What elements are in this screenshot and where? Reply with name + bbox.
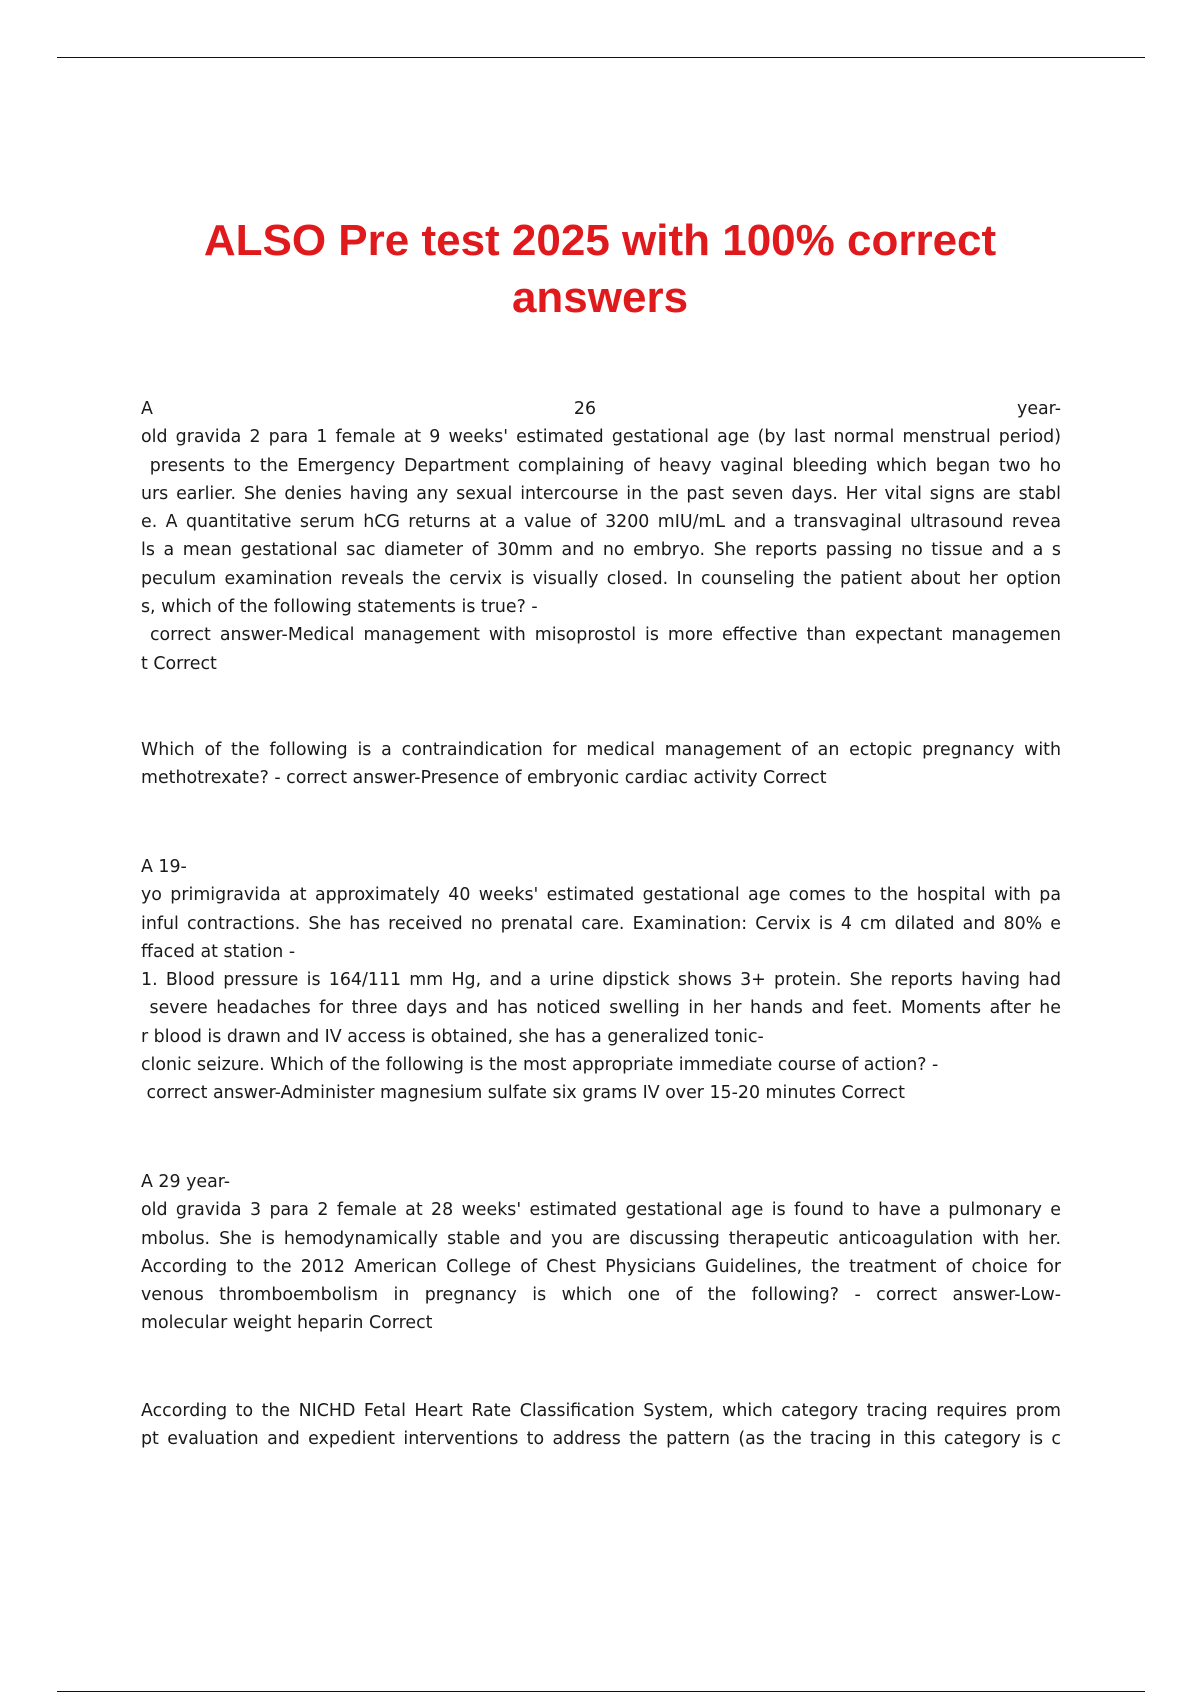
qa-block-4 (141, 1168, 1061, 1338)
qa-line: correct answer-Medical management with misoprostol is more effective than expectant managemen (141, 625, 1061, 646)
bottom-rule (57, 1691, 1145, 1692)
title-line-2: answers (511, 273, 689, 322)
qa-line: old gravida 3 para 2 female at 28 weeks' estimated gestational age is found to have a pulmonary e (141, 1200, 1061, 1221)
qa-line: According to the NICHD Fetal Heart Rate Classification System, which category tracing requires prom (141, 1401, 1061, 1421)
qa-line: r blood is drawn and IV access is obtained, she has a generalized tonic- (141, 1026, 764, 1047)
title-line-1: ALSO Pre test 2025 with 100% correct (203, 216, 997, 265)
qa-block-3 (141, 853, 1061, 1108)
qa-line: inful contractions. She has received no prenatal care. Examination: Cervix is 4 cm dilated and 80% e (141, 913, 1061, 934)
top-rule (57, 57, 1145, 58)
qa-line: old gravida 2 para 1 female at 9 weeks' estimated gestational age (by last normal menstrual period) (141, 427, 1061, 448)
qa-line: peculum examination reveals the cervix is visually closed. In counseling the patient about her option (141, 568, 1061, 589)
qa-line: ffaced at station - (141, 941, 296, 962)
qa-line: e. A quantitative serum hCG returns at a value of 3200 mIU/mL and a transvaginal ultrasound revea (141, 512, 1061, 533)
qa-line: ls a mean gestational sac diameter of 30mm and no embryo. She reports passing no tissue and a s (141, 540, 1061, 561)
qa-line: molecular weight heparin Correct (141, 1313, 433, 1334)
qa-block-5 (141, 1397, 1061, 1454)
qa-line: A 26 year- (141, 399, 1061, 419)
qa-line: severe headaches for three days and has noticed swelling in her hands and feet. Moments after he (141, 998, 1061, 1019)
qa-line: correct answer-Administer magnesium sulfate six grams IV over 15-20 minutes Correct (141, 1083, 905, 1104)
qa-line: 1. Blood pressure is 164/111 mm Hg, and a urine dipstick shows 3+ protein. She reports having had (141, 970, 1061, 991)
qa-block-1 (141, 395, 1061, 678)
qa-line: s, which of the following statements is true? - (141, 597, 538, 618)
qa-line: mbolus. She is hemodynamically stable and you are discussing therapeutic anticoagulation with her. (141, 1228, 1061, 1249)
qa-line: clonic seizure. Which of the following is the most appropriate immediate course of action? - (141, 1055, 939, 1076)
qa-line: t Correct (141, 653, 217, 674)
qa-line: A 19- (141, 857, 187, 877)
document-title (150, 212, 1050, 326)
qa-line: yo primigravida at approximately 40 weeks' estimated gestational age comes to the hospital with pa (141, 885, 1061, 906)
qa-line: venous thromboembolism in pregnancy is which one of the following? - correct answer-Low- (141, 1285, 1061, 1306)
qa-line: urs earlier. She denies having any sexual intercourse in the past seven days. Her vital signs are stabl (141, 483, 1061, 504)
qa-line: methotrexate? - correct answer-Presence of embryonic cardiac activity Correct (141, 768, 827, 789)
qa-block-2 (141, 736, 1061, 793)
qa-line: presents to the Emergency Department complaining of heavy vaginal bleeding which began two ho (141, 455, 1061, 476)
qa-line: Which of the following is a contraindication for medical management of an ectopic pregnancy with (141, 740, 1061, 760)
qa-line: pt evaluation and expedient interventions to address the pattern (as the tracing in this category is c (141, 1429, 1061, 1450)
qa-line: According to the 2012 American College of Chest Physicians Guidelines, the treatment of choice for (141, 1256, 1061, 1277)
qa-line: A 29 year- (141, 1172, 231, 1192)
